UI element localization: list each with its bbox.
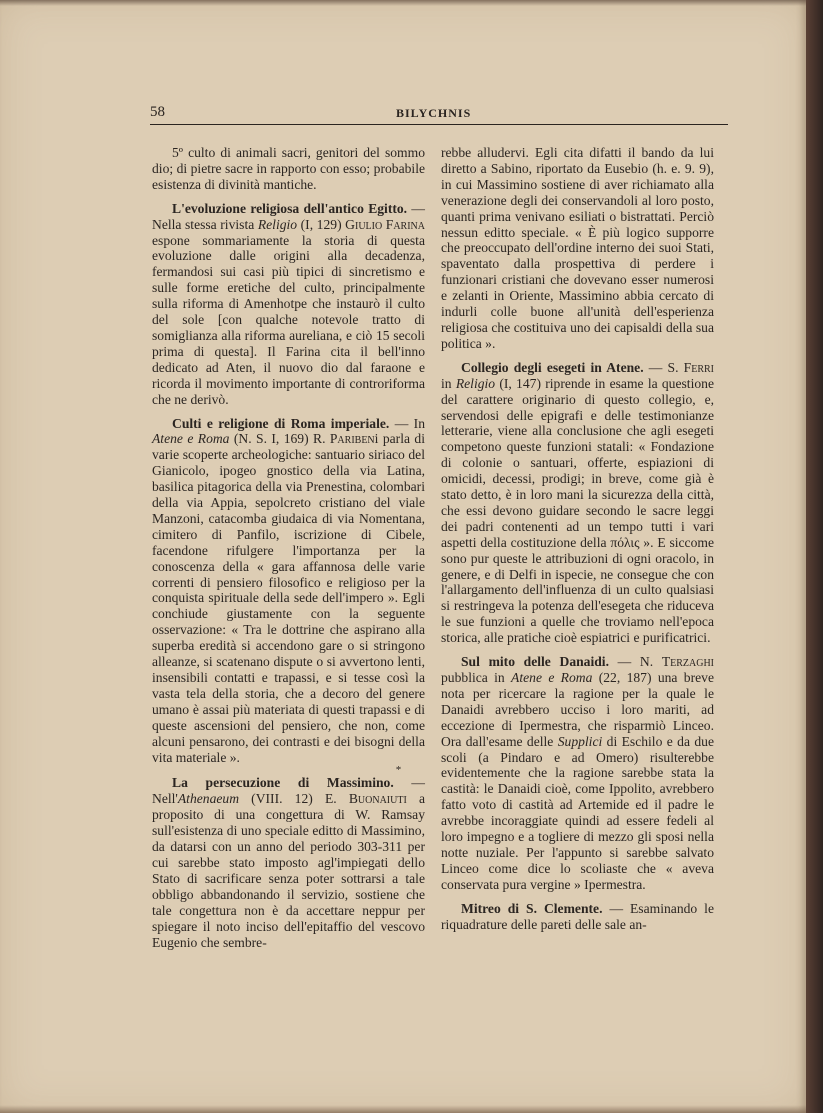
author-name: Giulio Farina [345, 216, 425, 232]
journal-title: Atene e Roma [152, 431, 230, 447]
journal-title: Religio [455, 375, 496, 391]
section-massimino: La persecuzione di Massimino. — Nell'Athenaeum (VIII. 12) E. Buonaiuti a proposito di una congettura di W. Ramsay sull'esistenza di uno speciale editto di Massimino, da datarsi con un anno del periodo 303-311 per cui sarebbe stato imposto agl'impiegati dello Stato di sacrificare senza poter sottrarsi a tale obbligo abbandonando il servizio, sostiene che tale congettura non è da accettare neppur per spiegare il noto inciso dell'epitaffio del vescovo Eugenio che sembre- [152, 775, 425, 950]
running-header [150, 104, 728, 126]
journal-title: Athenaeum [177, 791, 240, 807]
section-heading: La persecuzione di Massimino. [172, 775, 394, 791]
work-title: Supplici [557, 733, 603, 749]
author-name: Ferri [683, 359, 715, 375]
section-heading: Collegio degli esegeti in Atene. [461, 359, 644, 375]
page-top-shadow [0, 0, 806, 6]
continuation-paragraph: rebbe alludervi. Egli cita difatti il bando da lui diretto a Sabino, riportato da Eusebio (h. e. 9. 9), in cui Massimino sostiene di aver richiamato alla venerazione degli dei conservandoli al loro posto, quanti prima venivano esiliati o bistrattati. Perciò nessun editto speciale. « È più logico supporre che preoccupato dell'ordine interno dei suoi Stati, spaventato dalla prospettiva di perdere i funzionari cristiani che dovevano esser numerosi e zelanti in Oriente, Massimino abbia cercato di indurli colle buone all'unità dell'esperienza religiosa che costituiva uno dei capisaldi della sua politica ». [441, 145, 714, 351]
intro-paragraph: 5º culto di animali sacri, genitori del sommo dio; di pietre sacre in rapporto con esso; probabile esistenza di divinità mantiche. [152, 145, 425, 192]
page-bottom-edge [0, 1105, 806, 1113]
journal-title: Religio [257, 216, 298, 232]
section-esegeti: Collegio degli esegeti in Atene. — S. Ferri in Religio (I, 147) riprende in esame la questione del carattere originario di questo collegio, e, servendosi delle epigrafi e delle testimonianze letterarie, viene alla conclusione che agli esegeti competono queste funzioni statali: « Fondazione di colonie o santuari, offerte, espiazioni di omicidi, decessi, prodigi; in breve, come già è stato detto, è in loro mani la sicurezza della città, che essi devono guidare secondo le sacre leggi dei padri contenenti ad un tempo tutti i vari aspetti della costituzione della πόλις ». E siccome sono pur queste le attribuzioni di ogni oracolo, in genere, e di Delfi in ispecie, ne consegue che con l'allargamento dell'influenza di un culto qualsiasi si restringeva la potenza dell'esegeta che riduceva le sue funzioni a quelle che troviamo nell'epoca storica, alle pratiche cioè espiatrici e purificatrici. [441, 359, 715, 646]
section-heading: L'evoluzione religiosa dell'antico Egitto. [172, 200, 408, 216]
asterisk-mark: * [395, 764, 402, 777]
book-spine-edge [806, 0, 823, 1113]
author-name: Buonaiuti [348, 791, 407, 807]
section-danaidi: Sul mito delle Danaidi. — N. Terzaghi pubblica in Atene e Roma (22, 187) una breve nota per ricercare la ragione per la quale le Danaidi avrebbero ucciso i loro mariti, ad eccezione di Ipermestra, che risparmiò Linceo. Ora dall'esame delle Supplici di Eschilo e da due scoli (a Pindaro e ad Omero) risulterebbe evidentemente che la ragione sarebbe stata la castità: le Danaidi cioè, come Ippolito, avrebbero fatto voto di castità ad Artemide ed il padre le avrebbe incoraggiate quindi ad essere fedeli al loro impegno e a togliere di mezzo gli sposi nella notte nuziale. Per l'appunto si sarebbe salvato Linceo come dice lo scoliaste che « aveva conservata pura vergine » Ipermestra. [441, 654, 714, 892]
section-heading: Mitreo di S. Clemente. [461, 900, 603, 916]
section-heading: Sul mito delle Danaidi. [461, 654, 609, 670]
author-name: Terzaghi [661, 654, 714, 670]
section-mitreo: Mitreo di S. Clemente. — Esaminando le riquadrature delle pareti delle sale an- [441, 900, 714, 932]
author-name: Pariben [329, 431, 375, 447]
left-column [152, 145, 425, 950]
right-column [441, 145, 714, 933]
section-heading: Culti e religione di Roma imperiale. [172, 415, 390, 431]
running-title: BILYCHNIS [396, 106, 472, 120]
section-roma-imperiale: Culti e religione di Roma imperiale. — In Atene e Roma (N. S. I, 169) R. Paribeni parla di varie scoperte archeologiche: santuario siriaco del Gianicolo, ipogeo gnostico della via Latina, basilica pitagorica della via Prenestina, colombari della via Appia, sepolcreto cristiano del viale Manzoni, catacomba giudaica di via Nomentana, cimitero di Panfilo, iscrizione di Cibele, facendone rifulgere l'importanza per la conoscenza della « gara affannosa delle varie correnti di pensiero filosofico e religioso per la conquista spirituale della sede dell'impero ». Egli conchiude giustamente con la seguente osservazione: « Tra le dottrine che aspirano alla superba eredità si accendono gare o si stringono alleanze, si scatenano dispute o si avvertono lenti, insensibili contatti e trapassi, e si tesse così la vasta tela della storia, che a decoro del genere umano è assai più materiata di questi trapassi e di queste ascensioni del pensiero, che non, come alcuni pensarono, dei contrasti e dei bisogni della vita materiale ». [152, 415, 426, 765]
header-rule [150, 124, 728, 125]
journal-title: Atene e Roma [511, 670, 593, 685]
section-egitto: L'evoluzione religiosa dell'antico Egitto. — Nella stessa rivista Religio (I, 129) Giulio Farina espone sommariamente la storia di questa evoluzione dalle origini alla decadenza, fermandosi sui casi più tipici di sincretismo e sulle forme eretiche del culto, principalmente sulla riforma di Amenhotpe che instaurò il culto del sole [con qualche notevole tratto di somiglianza alla riforma aureliana, e ciò 15 secoli prima di questa]. Il Farina cita il bell'inno dedicato ad Aten, il nuovo dio dal faraone e ricorda il movimento importante di controriforma che ne derivò. [152, 200, 425, 407]
page-number: 58 [150, 104, 165, 120]
